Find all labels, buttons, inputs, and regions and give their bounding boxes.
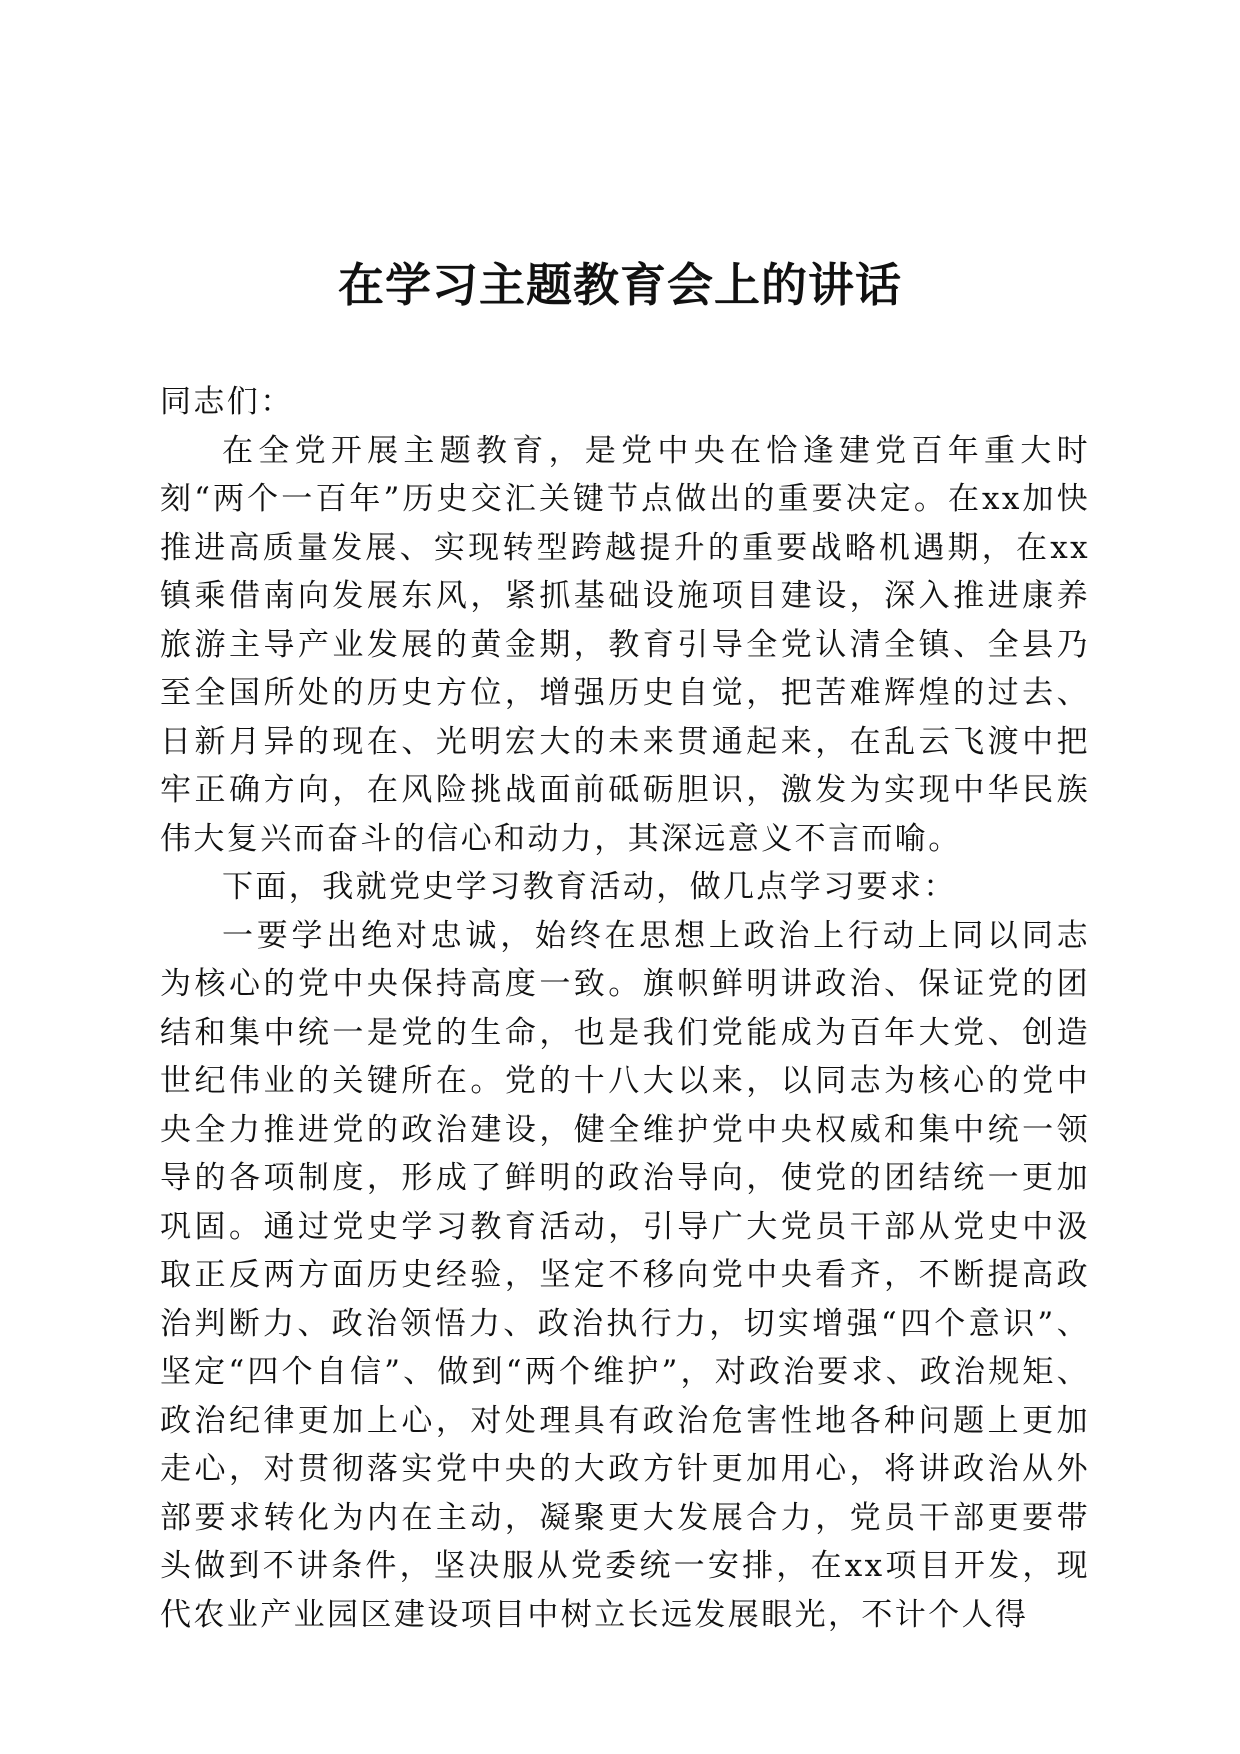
document-title: 在学习主题教育会上的讲话 — [338, 258, 902, 312]
paragraph-intro: 在全党开展主题教育，是党中央在恰逢建党百年重大时刻“两个一百年”历史交汇关键节点做出的重要决定。在xx加快推进高质量发展、实现转型跨越提升的重要战略机遇期，在xx镇乘借南向发展东风，紧抓基础设施项目建设，深入推进康养旅游主导产业发展的黄金期，教育引导全党认清全镇、全县乃至全国所处的历史方位，增强历史自觉，把苦难辉煌的过去、日新月异的现在、光明宏大的未来贯通起来，在乱云飞渡中把牢正确方向，在风险挑战面前砥砺胆识，激发为实现中华民族伟大复兴而奋斗的信心和动力，其深远意义不言而喻。 — [160, 432, 1090, 857]
document-body — [160, 378, 1090, 1639]
paragraph-requirement-one: 一要学出绝对忠诚，始终在思想上政治上行动上同以同志为核心的党中央保持高度一致。旗帜鲜明讲政治、保证党的团结和集中统一是党的生命，也是我们党能成为百年大党、创造世纪伟业的关键所在。党的十八大以来，以同志为核心的党中央全力推进党的政治建设，健全维护党中央权威和集中统一领导的各项制度，形成了鲜明的政治导向，使党的团结统一更加巩固。通过党史学习教育活动，引导广大党员干部从党史中汲取正反两方面历史经验，坚定不移向党中央看齐，不断提高政治判断力、政治领悟力、政治执行力，切实增强“四个意识”、坚定“四个自信”、做到“两个维护”，对政治要求、政治规矩、政治纪律更加上心，对处理具有政治危害性地各种问题上更加走心，对贯彻落实党中央的大政方针更加用心，将讲政治从外部要求转化为内在主动，凝聚更大发展合力，党员干部更要带头做到不讲条件，坚决服从党委统一安排，在xx项目开发，现代农业产业园区建设项目中树立长远发展眼光，不计个人得 — [160, 917, 1090, 1633]
salutation: 同志们： — [160, 384, 294, 420]
paragraph-transition: 下面，我就党史学习教育活动，做几点学习要求： — [222, 869, 957, 905]
